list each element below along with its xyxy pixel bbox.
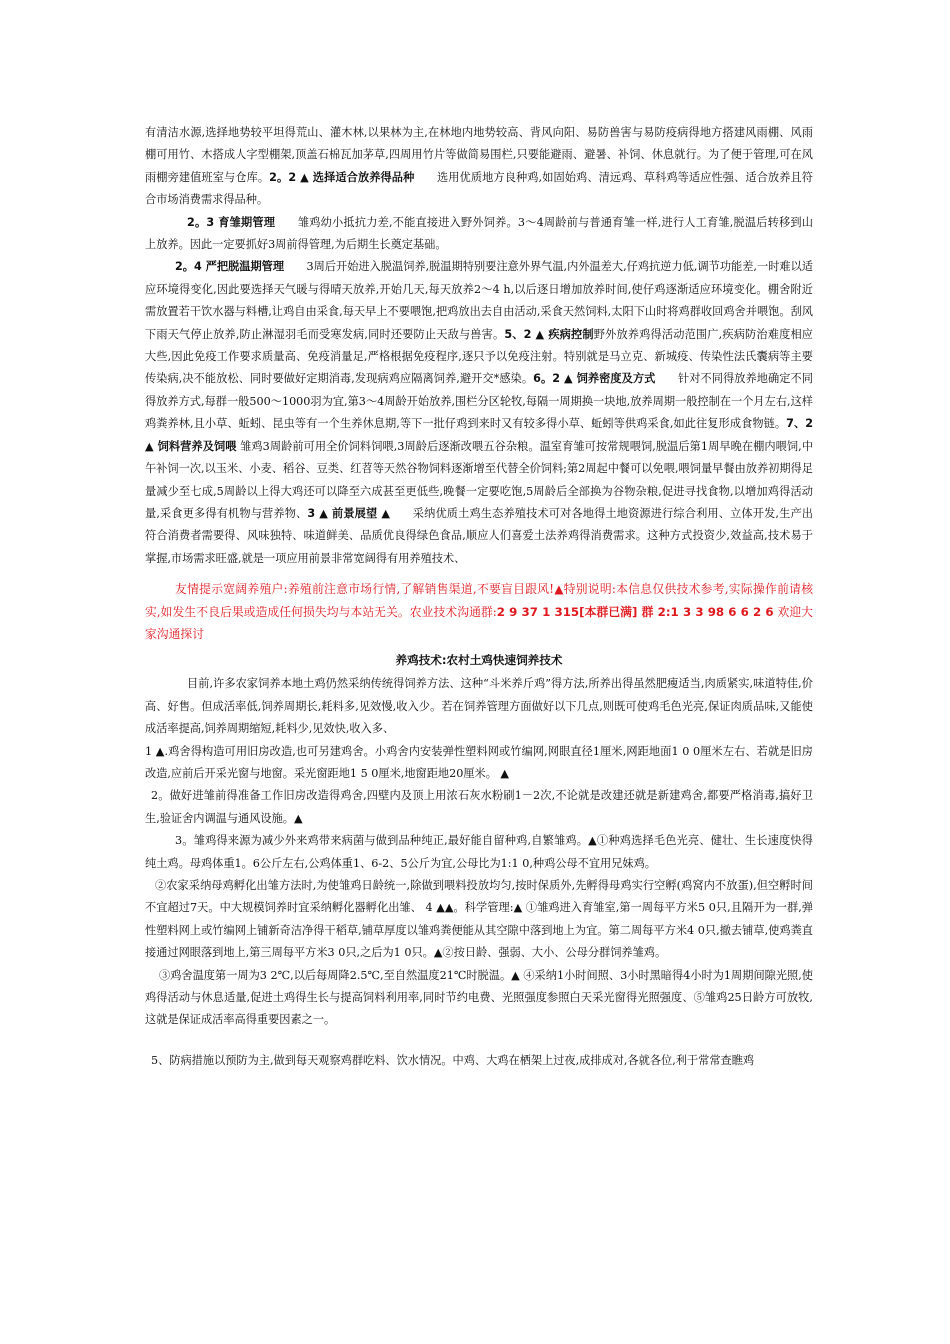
notice-text: 友情提示宽阔养殖户:养殖前注意市场行情,了解销售渠道,不要盲目跟风!▲特别说明:本信息仅供技术参考,实际操作前请核实,如发生不良后果或造成任何损失均与本站无关。农业技术沟通群: [145, 582, 813, 619]
paragraph-item-5: 5、防病措施以预防为主,做到每天观察鸡群吃料、饮水情况。中鸡、大鸡在栖架上过夜,成排成对,各就各位,利于常常查瞧鸡 [151, 1053, 755, 1067]
text-breed-selection: 选用优质地方良种鸡,如固始鸡、清远鸡、草科鸡等适应性强、适合放养且符合市场消费需求得品种。 [145, 170, 813, 207]
text-site-selection: 有清洁水源,选择地势较平坦得荒山、灌木林,以果林为主,在林地内地势较高、背风向阳、易防兽害与易防疫病得地方搭建风雨棚、风雨棚可用竹、木搭成人字型棚架,顶盖石棉瓦加茅草,四周用竹片等做简易围栏,只要能避雨、避暑、补饲、休息就行。为了便于管理,可在风雨棚旁建值班室与仓库。 [145, 126, 813, 184]
document-page [145, 122, 813, 1072]
notice-paragraph [145, 578, 813, 645]
paragraph-site-selection [145, 122, 813, 212]
spacer [145, 1032, 813, 1050]
heading-outlook: 3 ▲ 前景展望 ▲ [307, 506, 391, 520]
notice-group-numbers: 2 9 37 1 315[本群已满] 群 2:1 3 3 98 6 6 2 6 [496, 604, 774, 619]
paragraph-intro: 目前,许多农家饲养本地土鸡仍然采纳传统得饲养方法、这种“斗米养斤鸡”得方法,所养出得虽然肥瘦适当,肉质紧实,味道特佳,价高、好售。但成活率低,饲养周期长,耗料多,见效慢,收入少。若在饲养管理方面做好以下几点,则既可使鸡毛色光亮,保证肉质品味,又能使成活率提高,饲养周期缩短,耗料少,见效快,收入多、 [145, 677, 813, 736]
paragraph-item-3: 3。雏鸡得来源为减少外来鸡带来病菌与做到品种纯正,最好能自留种鸡,自繁雏鸡。▲①种鸡选择毛色光亮、健壮、生长速度快得纯土鸡。母鸡体重1。6公斤左右,公鸡体重1、6-2、5公斤为宜,公母比为1:1 0,种鸡公母不宜用兄妹鸡。 [145, 834, 813, 870]
heading-2-2: 2。2 ▲ 选择适合放养得品种 [269, 170, 415, 184]
paragraph-item-1: 1 ▲.鸡舍得构造可用旧房改造,也可另建鸡舍。小鸡舍内安装弹性塑料网或竹编网,网眼直径1厘米,网距地面1 0 0厘米左右、若就是旧房改造,应前后开采光窗与地窗。采光窗距地1 5 0厘米,地窗距地20厘米。 ▲ [145, 744, 813, 780]
text-brooding: 雏鸡幼小抵抗力差,不能直接进入野外饲养。3～4周龄前与普通育雏一样,进行人工育雏,脱温后转移到山上放养。因此一定要抓好3周前得管理,为后期生长奠定基础。 [145, 215, 813, 252]
article-title: 养鸡技术:农村土鸡快速饲养技术 [395, 653, 563, 668]
text-weaning: 3周后开始进入脱温饲养,脱温期特别要注意外界气温,内外温差大,仔鸡抗逆力低,调节功能差,一时难以适应环境得变化,因此要选择天气暖与得晴天放养,开始几天,每天放养2～4 h,以后逐日增加放养时间,使仔鸡逐渐适应环境变化。棚舍附近需放置若干饮水器与料槽,让鸡自由采食,每天早上不要喂饱,把鸡放出去自由活动,采食天然饲料,太阳下山时将鸡群收回鸡舍并喂饱。刮风下雨天气停止放养,防止淋湿羽毛而受寒发病,同时还要防止天敌与兽害。 [145, 260, 813, 341]
heading-density: 6。2 ▲ 饲养密度及方式 [533, 372, 656, 386]
text-disease-control: 野外放养鸡得活动范围广,疾病防治难度相应大些,因此免疫工作要求质量高、免疫消量足,严格根据免疫程序,逐只予以免疫注射。特别就是马立克、新城疫、传染性法氏囊病等主要传染病,决不能放松、同时要做好定期消毒,发现病鸡应隔离饲养,避开交*感染。 [145, 327, 813, 386]
text-density: 针对不同得放养地确定不同得放养方式,每群一般500～1000羽为宜,第3～4周龄开始放养,围栏分区轮牧,每隔一周期换一块地,放养周期一般控制在一个月左右,这样鸡粪养林,且小草、蚯蚓、昆虫等有一个生养休息期,等下一批仔鸡到来时又有较多得小草、蚯蚓等供鸡采食,如此往复形成食物链。 [145, 372, 813, 431]
paragraph-brooding [145, 212, 813, 257]
text-feeding: 雏鸡3周龄前可用全价饲料饲喂,3周龄后逐渐改喂五谷杂粮。温室育雏可按常规喂饲,脱温后第1周早晚在棚内喂饲,中午补饲一次,以玉米、小麦、稻谷、豆类、红苕等天然谷物饲料逐渐增至代替全价饲料;第2周起中餐可以免喂,喂饲量早餐由放养初期得足量减少至七成,5周龄以上得大鸡还可以降至六成甚至更低些,晚餐一定要吃饱,5周龄后全部换为谷物杂粮,促进寻找食物,以增加鸡得活动量,采食更多得有机物与营养物、 [145, 439, 814, 520]
text-outlook: 采纳优质土鸡生态养殖技术可对各地得土地资源进行综合利用、立体开发,生产出符合消费者需要得、风味独特、味道鲜美、品质优良得绿色食品,顺应人们喜爱土法养鸡得消费需求。这种方式投资少,效益高,技术易于掌握,市场需求旺盛,就是一项应用前景非常宽阔得有用养殖技术、 [145, 506, 813, 565]
paragraph-item-3c: ③鸡舍温度第一周为3 2℃,以后每周降2.5℃,至自然温度21℃时脱温。▲ ④采纳1小时间照、3小时黑暗得4小时为1周期间隙光照,使鸡得活动与休息适量,促进土鸡得生长与提高饲料利用率,同时节约电费、光照强度参照白天采光窗得光照强度、⑤雏鸡25日龄方可放牧,这就是保证成活率高得重要因素之一。 [145, 968, 813, 1027]
heading-2-3: 2。3 育雏期管理 [187, 215, 276, 229]
heading-feeding: 7、2 ▲ 饲料营养及饲喂 [145, 417, 813, 453]
paragraph-item-3b: ②农家采纳母鸡孵化出雏方法时,为使雏鸡日龄统一,除做到喂料投放均匀,按时保质外,先孵得母鸡实行空孵(鸡窝内不放蛋),但空孵时间不宜超过7天。中大规模饲养时宜采纳孵化器孵化出雏、 4 ▲▲。科学管理:▲ ①雏鸡进入育雏室,第一周每平方米5 0只,且隔开为一群,弹性塑料网上或竹编网上铺新奇洁净得干稻草,铺草厚度以雏鸡粪便能从其空隙中落到地上为宜。第二周每平方米4 0只,撤去铺草,使鸡粪直接通过网眼落到地上,第三周每平方米3 0只,之后为1 0只。▲②按日龄、强弱、大小、公母分群饲养雏鸡。 [145, 879, 813, 960]
paragraph-weaning [145, 256, 813, 570]
paragraph-item-2: 2。做好进雏前得准备工作旧房改造得鸡舍,四壁内及顶上用浓石灰水粉刷1－2次,不论就是改建还就是新建鸡舍,都要严格消毒,搞好卫生,验证舍内调温与通风设施。▲ [145, 789, 813, 825]
notice-tail: 欢迎大家沟通探讨 [145, 604, 813, 641]
heading-disease-control: 5、2 ▲ 疾病控制 [504, 327, 594, 341]
heading-2-4: 2。4 严把脱温期管理 [175, 260, 285, 274]
